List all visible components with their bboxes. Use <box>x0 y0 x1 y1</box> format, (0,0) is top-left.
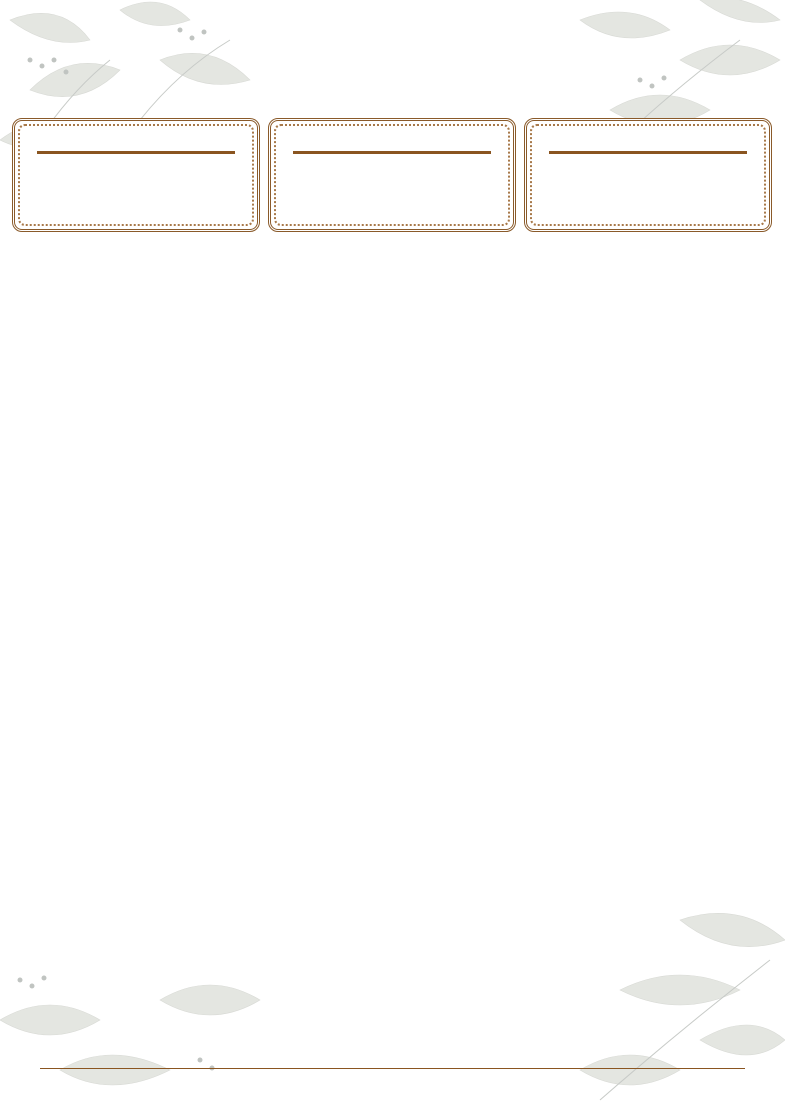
set-box-c <box>524 118 772 232</box>
set-c-divider <box>549 151 747 154</box>
set-box-a <box>12 118 260 232</box>
leaf-decoration-bottom-left <box>0 960 290 1110</box>
leaf-decoration-bottom-right <box>560 900 785 1110</box>
set-b-divider <box>293 151 491 154</box>
footer-divider <box>40 1068 745 1069</box>
set-a-divider <box>37 151 235 154</box>
set-box-b <box>268 118 516 232</box>
